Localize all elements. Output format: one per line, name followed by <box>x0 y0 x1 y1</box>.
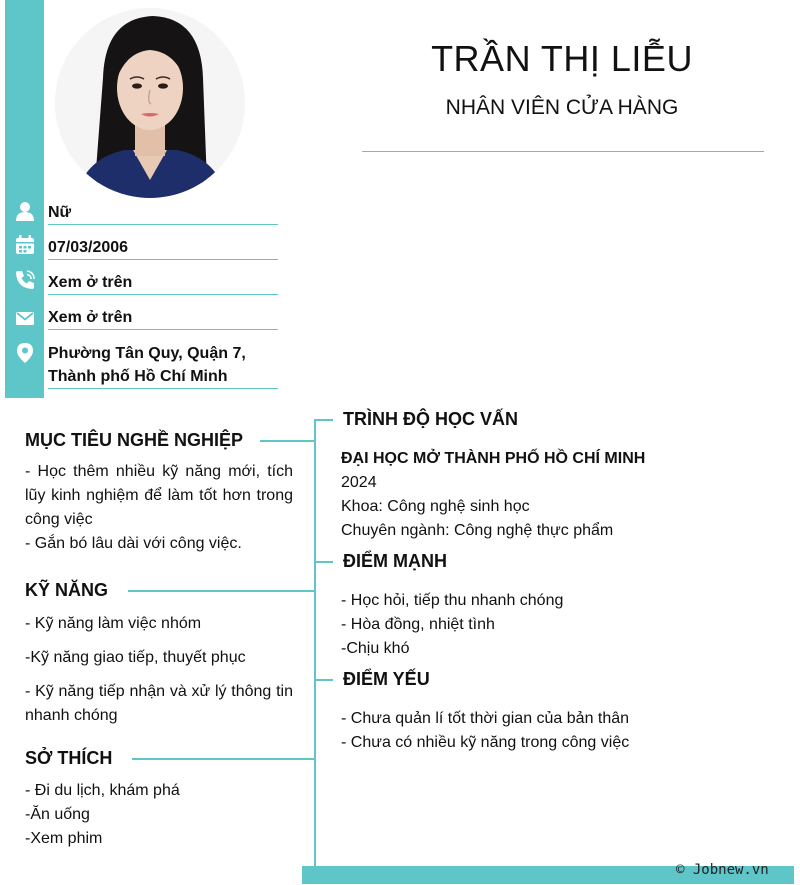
career-goal-heading: MỤC TIÊU NGHỀ NGHIỆP <box>25 430 244 450</box>
contact-phone: Xem ở trên <box>48 274 133 291</box>
contact-divider <box>48 259 278 260</box>
strengths-heading: ĐIỂM MẠNH <box>343 551 447 571</box>
mail-icon <box>14 307 36 329</box>
contact-address-line2: Thành phố Hồ Chí Minh <box>48 368 228 385</box>
education-connector <box>314 419 333 421</box>
skills-connector <box>128 590 315 592</box>
education-year: 2024 <box>341 474 377 491</box>
strengths-list <box>341 589 563 661</box>
hobbies-connector <box>132 758 315 760</box>
contact-email: Xem ở trên <box>48 309 133 326</box>
contact-divider <box>48 224 278 225</box>
weakness-item: - Chưa quản lí tốt thời gian của bản thân <box>341 710 630 727</box>
skill-item: - Kỹ năng làm việc nhóm <box>25 615 202 632</box>
hobby-item: -Xem phim <box>25 830 103 847</box>
hobbies-heading: SỞ THÍCH <box>25 748 113 768</box>
avatar-portrait <box>55 8 245 198</box>
education-school: ĐẠI HỌC MỞ THÀNH PHỐ HỒ CHÍ MINH <box>341 450 646 467</box>
user-icon <box>14 200 36 222</box>
header-divider <box>362 151 764 152</box>
timeline-line <box>314 420 316 866</box>
contact-divider <box>48 329 278 330</box>
weaknesses-heading: ĐIỂM YẾU <box>343 669 430 689</box>
skills-heading: KỸ NĂNG <box>25 580 109 600</box>
contact-divider <box>48 294 278 295</box>
full-name: TRẦN THỊ LIỄU <box>431 38 693 79</box>
skill-item: -Kỹ năng giao tiếp, thuyết phục <box>25 649 246 666</box>
contact-birthdate: 07/03/2006 <box>48 239 129 256</box>
contact-divider <box>48 388 278 389</box>
career-goal-line: - Gắn bó lâu dài với công việc. <box>25 535 242 552</box>
phone-icon <box>14 269 36 291</box>
strength-item: - Học hỏi, tiếp thu nhanh chóng <box>341 592 564 609</box>
weaknesses-list <box>341 707 629 755</box>
strength-item: - Hòa đồng, nhiệt tình <box>341 616 495 633</box>
hobby-item: -Ăn uống <box>25 806 90 823</box>
location-pin-icon <box>14 342 36 364</box>
hobbies-list <box>25 779 180 851</box>
weaknesses-connector <box>314 679 333 681</box>
career-goal-connector <box>260 440 315 442</box>
hobby-item: - Đi du lịch, khám phá <box>25 782 180 799</box>
education-heading: TRÌNH ĐỘ HỌC VẤN <box>343 409 518 429</box>
contact-address-line1: Phường Tân Quy, Quận 7, <box>48 345 246 362</box>
job-title: NHÂN VIÊN CỬA HÀNG <box>445 96 679 119</box>
career-goal-text <box>25 460 293 556</box>
weakness-item: - Chưa có nhiều kỹ năng trong công việc <box>341 734 630 751</box>
contact-gender: Nữ <box>48 204 72 221</box>
career-goal-line: - Học thêm nhiều kỹ năng mới, tích lũy kinh nghiệm để làm tốt hơn trong công việc <box>25 463 293 528</box>
education-major: Chuyên ngành: Công nghệ thực phẩm <box>341 522 614 539</box>
footer-credit: © Jobnew.vn <box>676 862 769 878</box>
left-accent-bar <box>5 0 44 398</box>
skill-item: - Kỹ năng tiếp nhận và xử lý thông tin nhanh chóng <box>25 683 293 724</box>
calendar-icon <box>14 234 36 256</box>
avatar <box>55 8 245 198</box>
strengths-connector <box>314 561 333 563</box>
education-faculty: Khoa: Công nghệ sinh học <box>341 498 530 515</box>
strength-item: -Chịu khó <box>341 640 410 657</box>
